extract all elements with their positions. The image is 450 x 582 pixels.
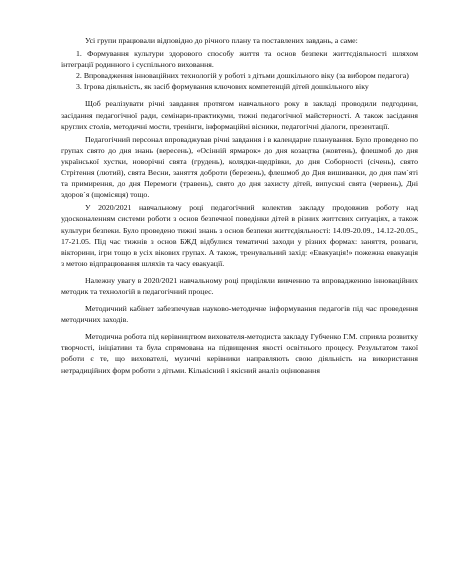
task-number: 1. (76, 49, 82, 59)
task-text: Формування культури здорового способу життя та основ безпеки життєдіяльності шляхом інтеграції родинного і суспільного виховання. (61, 49, 419, 70)
task-text: Впровадження інноваційних технологій у роботі з дітьми дошкільного віку (за вибором педагога) (83, 71, 409, 81)
task-number: 3. (76, 82, 82, 92)
task-number: 2. (76, 71, 82, 81)
body-paragraph: Методична робота під керівництвом вихователя-методиста закладу Губченко Г.М. сприяла розвитку творчості, ініціативи та була спрямована на підвищення якості освітнього процесу. Результатом такої роботи є те, що вихователі, музичні керівники направляють свою діяльність на використання нетрадиційних форм роботи з дітьми. Кількісний і якісний аналіз оцінювання (61, 332, 418, 375)
tasks-list (61, 48, 418, 92)
task-item (61, 81, 418, 92)
task-item (61, 48, 418, 70)
task-item (61, 70, 418, 81)
body-paragraph: Педагогічний персонал впроваджував річні завдання і в календарне планування. Було проведено по групах свято до дня знань (вересень), «Осінній ярмарок» до дня козацтва (жовтень), флешмоб до дня української хустки, новорічні свята (грудень), колядки-щедрівки, до дня Соборності (січень), свято Стрітення (лютий), свята Весни, заняття доброти (березень), флешмоб до Дня вишиванки, до дня пам`яті та примирення, до дня Перемоги (травень), свято до дня захисту дітей, випускні свята (червень), Дні здоров`я (щомісяця) тощо. (61, 134, 418, 200)
body-paragraph: Методичний кабінет забезпечував науково-методичне інформування педагогів під час проведення методичних заходів. (61, 304, 418, 325)
document-body (61, 35, 418, 378)
body-paragraph: Належну увагу в 2020/2021 навчальному році приділяли вивченню та впровадженню інноваційних методик та технологій в педагогічний процес. (61, 275, 418, 296)
intro-paragraph: Усі групи працювали відповідно до річного плану та поставлених завдань, а саме: (85, 36, 358, 45)
task-text: Ігрова діяльність, як засіб формування ключових компетенцій дітей дошкільного віку (83, 82, 369, 92)
body-paragraph: Щоб реалізувати річні завдання протягом навчального року в закладі проводили педгодини, засідання педагогічної ради, семінари-практикуми, тижні педагогічної майстерності. А також засідання круглих столів, методичні мости, тренінги, інформаційні вісники, педагогічні діалоги, презентації. (61, 99, 418, 131)
body-paragraph: У 2020/2021 навчальному році педагогічний колектив закладу продовжив роботу над удосконаленням системи роботи з основ безпечної поведінки дітей в різних життєвих ситуаціях, а також культури безпеки. Було проведено тижні знань з основ безпеки життєдіяльності: 14.09-20.09., 14.12-20.05., 17-21.05. Під час тижнів з основ БЖД відбулися тематичні заходи у різних формах: заняття, розваги, вікторини, ігри тощо в усіх вікових групах. А також, тренувальний захід: «Евакуація!» пожежна евакуація з метою відпрацювання шляхів та часу евакуації. (61, 203, 418, 268)
